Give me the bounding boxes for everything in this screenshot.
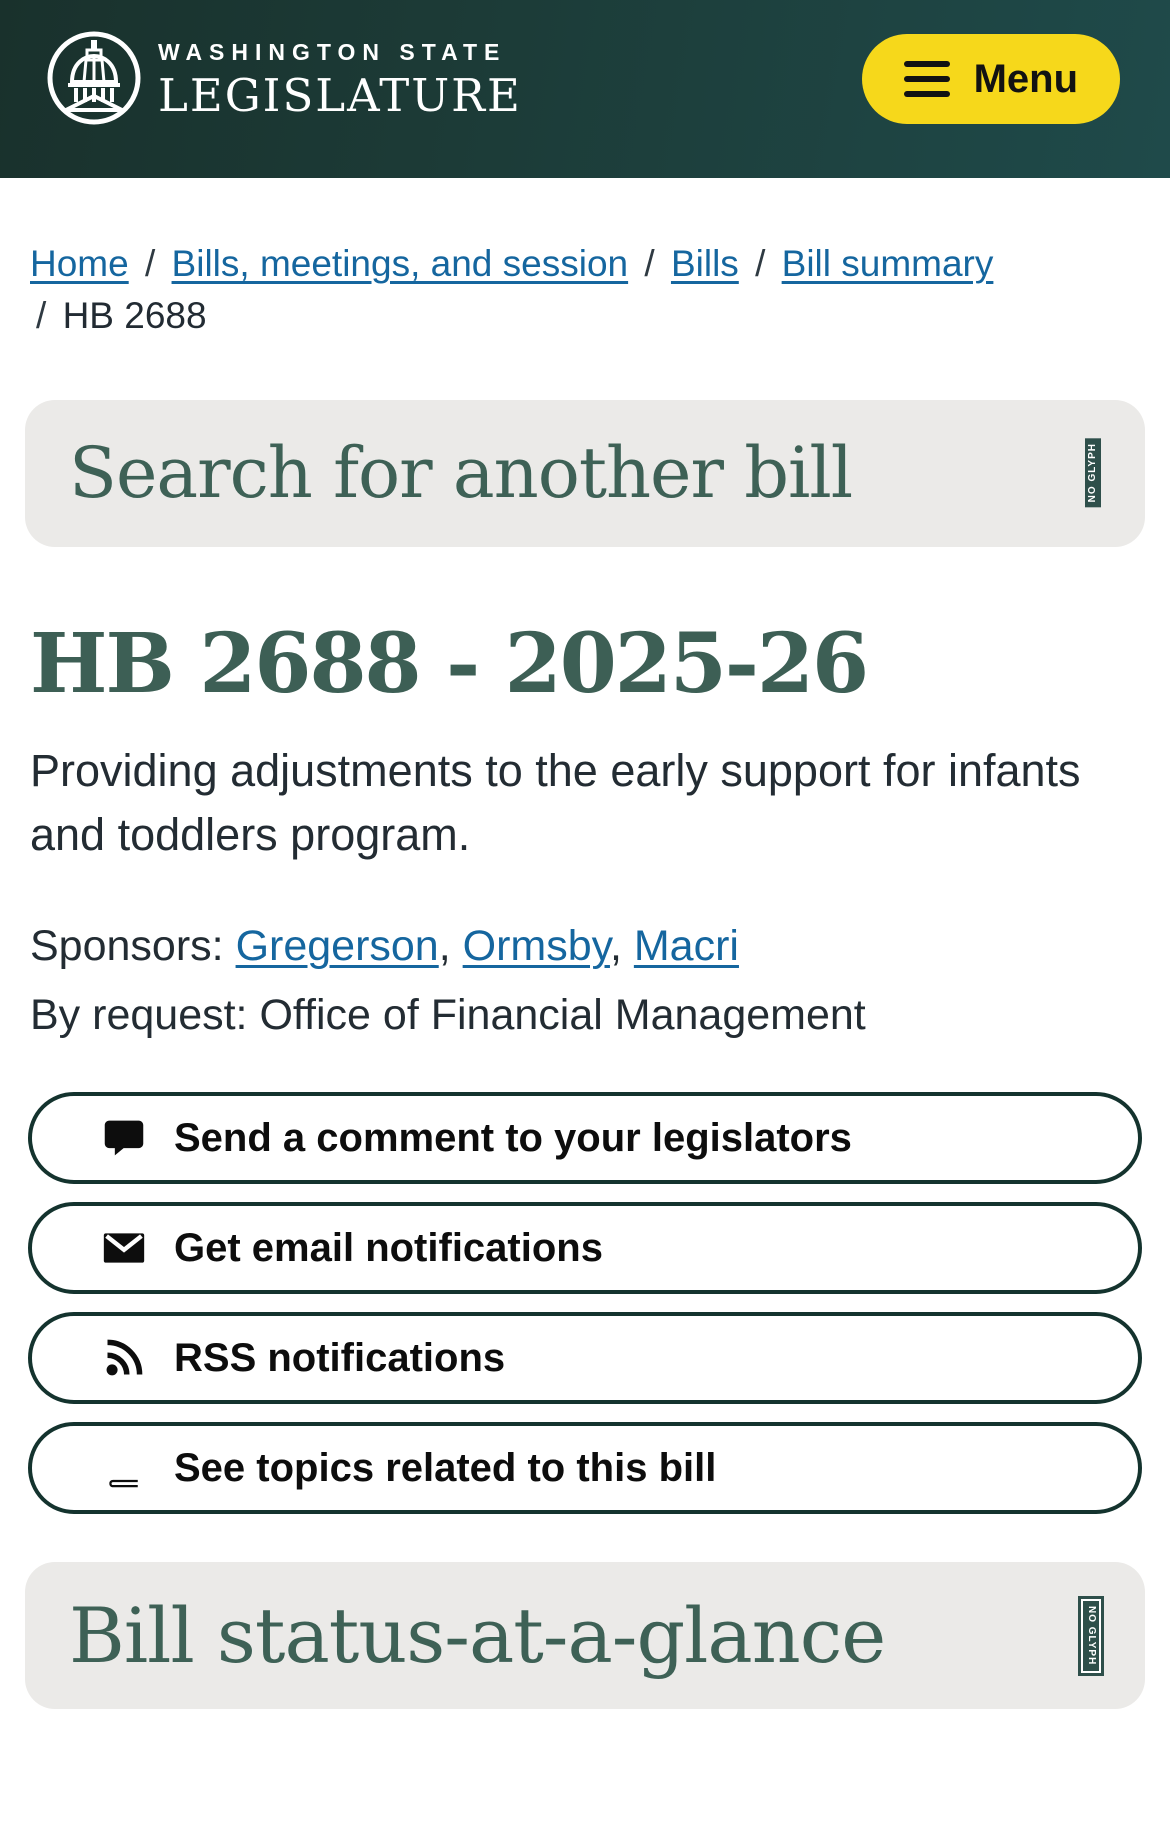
email-notifications-label: Get email notifications (174, 1225, 603, 1270)
site-header (0, 0, 1170, 178)
breadcrumb-separator: / (644, 243, 655, 284)
breadcrumb-link-bills[interactable]: Bills (670, 243, 739, 284)
brand-text (158, 38, 522, 122)
breadcrumb-link-home[interactable]: Home (30, 243, 129, 284)
menu-button[interactable] (862, 34, 1120, 124)
breadcrumb-separator: / (755, 243, 766, 284)
capitol-dome-icon (46, 30, 142, 126)
breadcrumb-separator: / (36, 294, 47, 336)
search-for-another-bill-accordion[interactable] (25, 400, 1145, 547)
bill-status-accordion[interactable] (25, 1562, 1145, 1709)
action-buttons (28, 1092, 1142, 1514)
sponsors-label: Sponsors: (30, 922, 224, 971)
sponsor-link-macri[interactable]: Macri (633, 922, 739, 971)
menu-button-label: Menu (973, 56, 1078, 101)
email-icon (102, 1226, 146, 1270)
breadcrumb-current: HB 2688 (62, 294, 207, 336)
brand-line2: LEGISLATURE (158, 68, 522, 122)
brand-line1: WASHINGTON STATE (158, 38, 507, 65)
site-logo[interactable] (46, 30, 522, 126)
related-topics-label: See topics related to this bill (174, 1445, 717, 1490)
email-notifications-button[interactable] (28, 1202, 1142, 1294)
send-comment-button[interactable] (28, 1092, 1142, 1184)
sponsor-separator: , (438, 922, 451, 971)
rss-notifications-button[interactable] (28, 1312, 1142, 1404)
bill-description: Providing adjustments to the early support for infants and toddlers program. (30, 744, 1081, 860)
search-section-title: Search for another bill (69, 432, 853, 515)
breadcrumb (30, 238, 1145, 342)
breadcrumb-separator: / (144, 243, 156, 284)
breadcrumb-link-bill-summary[interactable]: Bill summary (781, 243, 994, 284)
no-glyph-icon: NO GLYPH (1081, 1599, 1101, 1672)
rss-icon (102, 1336, 146, 1380)
no-glyph-icon: NO GLYPH (1085, 438, 1101, 507)
comment-icon (102, 1116, 146, 1160)
related-topics-button[interactable] (28, 1422, 1142, 1514)
sponsor-link-gregerson[interactable]: Gregerson (235, 922, 439, 971)
page-title: HB 2688 - 2025-26 (30, 615, 868, 712)
by-request-line: By request: Office of Financial Management (30, 991, 866, 1040)
hamburger-icon (904, 61, 950, 97)
breadcrumb-link-bills-meetings-session[interactable]: Bills, meetings, and session (171, 243, 629, 284)
book-icon (102, 1446, 146, 1490)
sponsors-line (30, 922, 1140, 971)
sponsor-link-ormsby[interactable]: Ormsby (462, 922, 610, 971)
status-section-title: Bill status-at-a-glance (69, 1591, 886, 1681)
rss-notifications-label: RSS notifications (174, 1335, 506, 1380)
send-comment-label: Send a comment to your legislators (174, 1115, 852, 1160)
sponsor-separator: , (609, 922, 622, 971)
